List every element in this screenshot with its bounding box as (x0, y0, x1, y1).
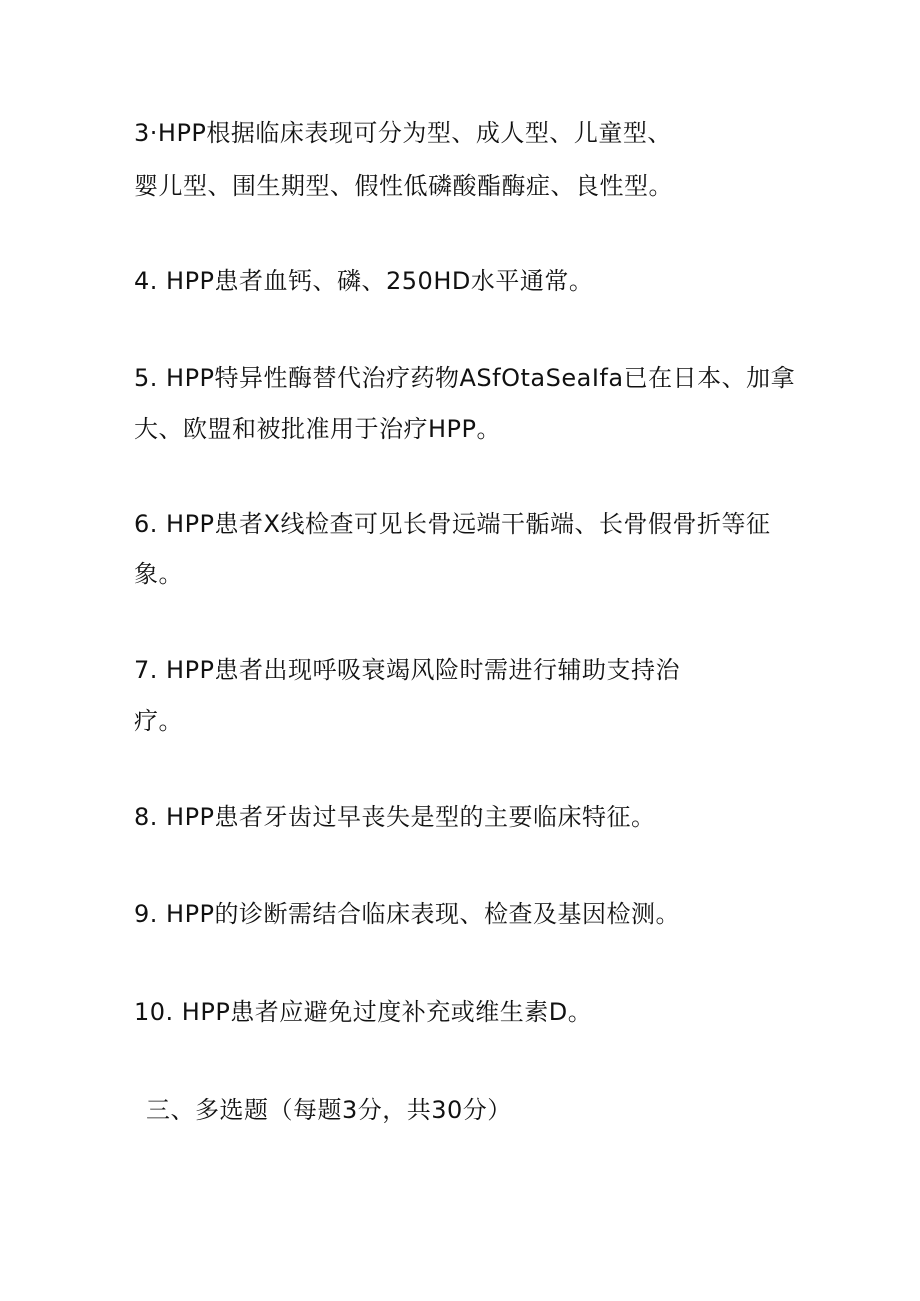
question-7-line-1: 7. HPP患者出现呼吸衰竭风险时需进行辅助支持治 (134, 656, 681, 684)
question-6-line-2: 象。 (134, 560, 183, 588)
question-7-line-2: 疗。 (134, 707, 183, 735)
question-4-line-1: 4. HPP患者血钙、磷、250HD水平通常。 (134, 267, 594, 295)
question-9-line-1: 9. HPP的诊断需结合临床表现、检查及基因检测。 (134, 900, 681, 928)
question-10-line-1: 10. HPP患者应避免过度补充或维生素D。 (134, 998, 593, 1026)
question-5-line-2: 大、欧盟和被批准用于治疗HPP。 (134, 415, 501, 443)
section-heading-multiple-choice: 三、多选题（每题3分，共30分） (146, 1096, 512, 1124)
question-5-line-1: 5. HPP特异性酶替代治疗药物ASfOtaSeaIfa已在日本、加拿 (134, 364, 796, 392)
question-6-line-1: 6. HPP患者X线检查可见长骨远端干骺端、长骨假骨折等征 (134, 510, 771, 538)
question-3-line-2: 婴儿型、围生期型、假性低磷酸酯酶症、良性型。 (134, 172, 673, 200)
question-8-line-1: 8. HPP患者牙齿过早丧失是型的主要临床特征。 (134, 803, 656, 831)
question-3-line-1: 3·HPP根据临床表现可分为型、成人型、儿童型、 (134, 119, 672, 147)
